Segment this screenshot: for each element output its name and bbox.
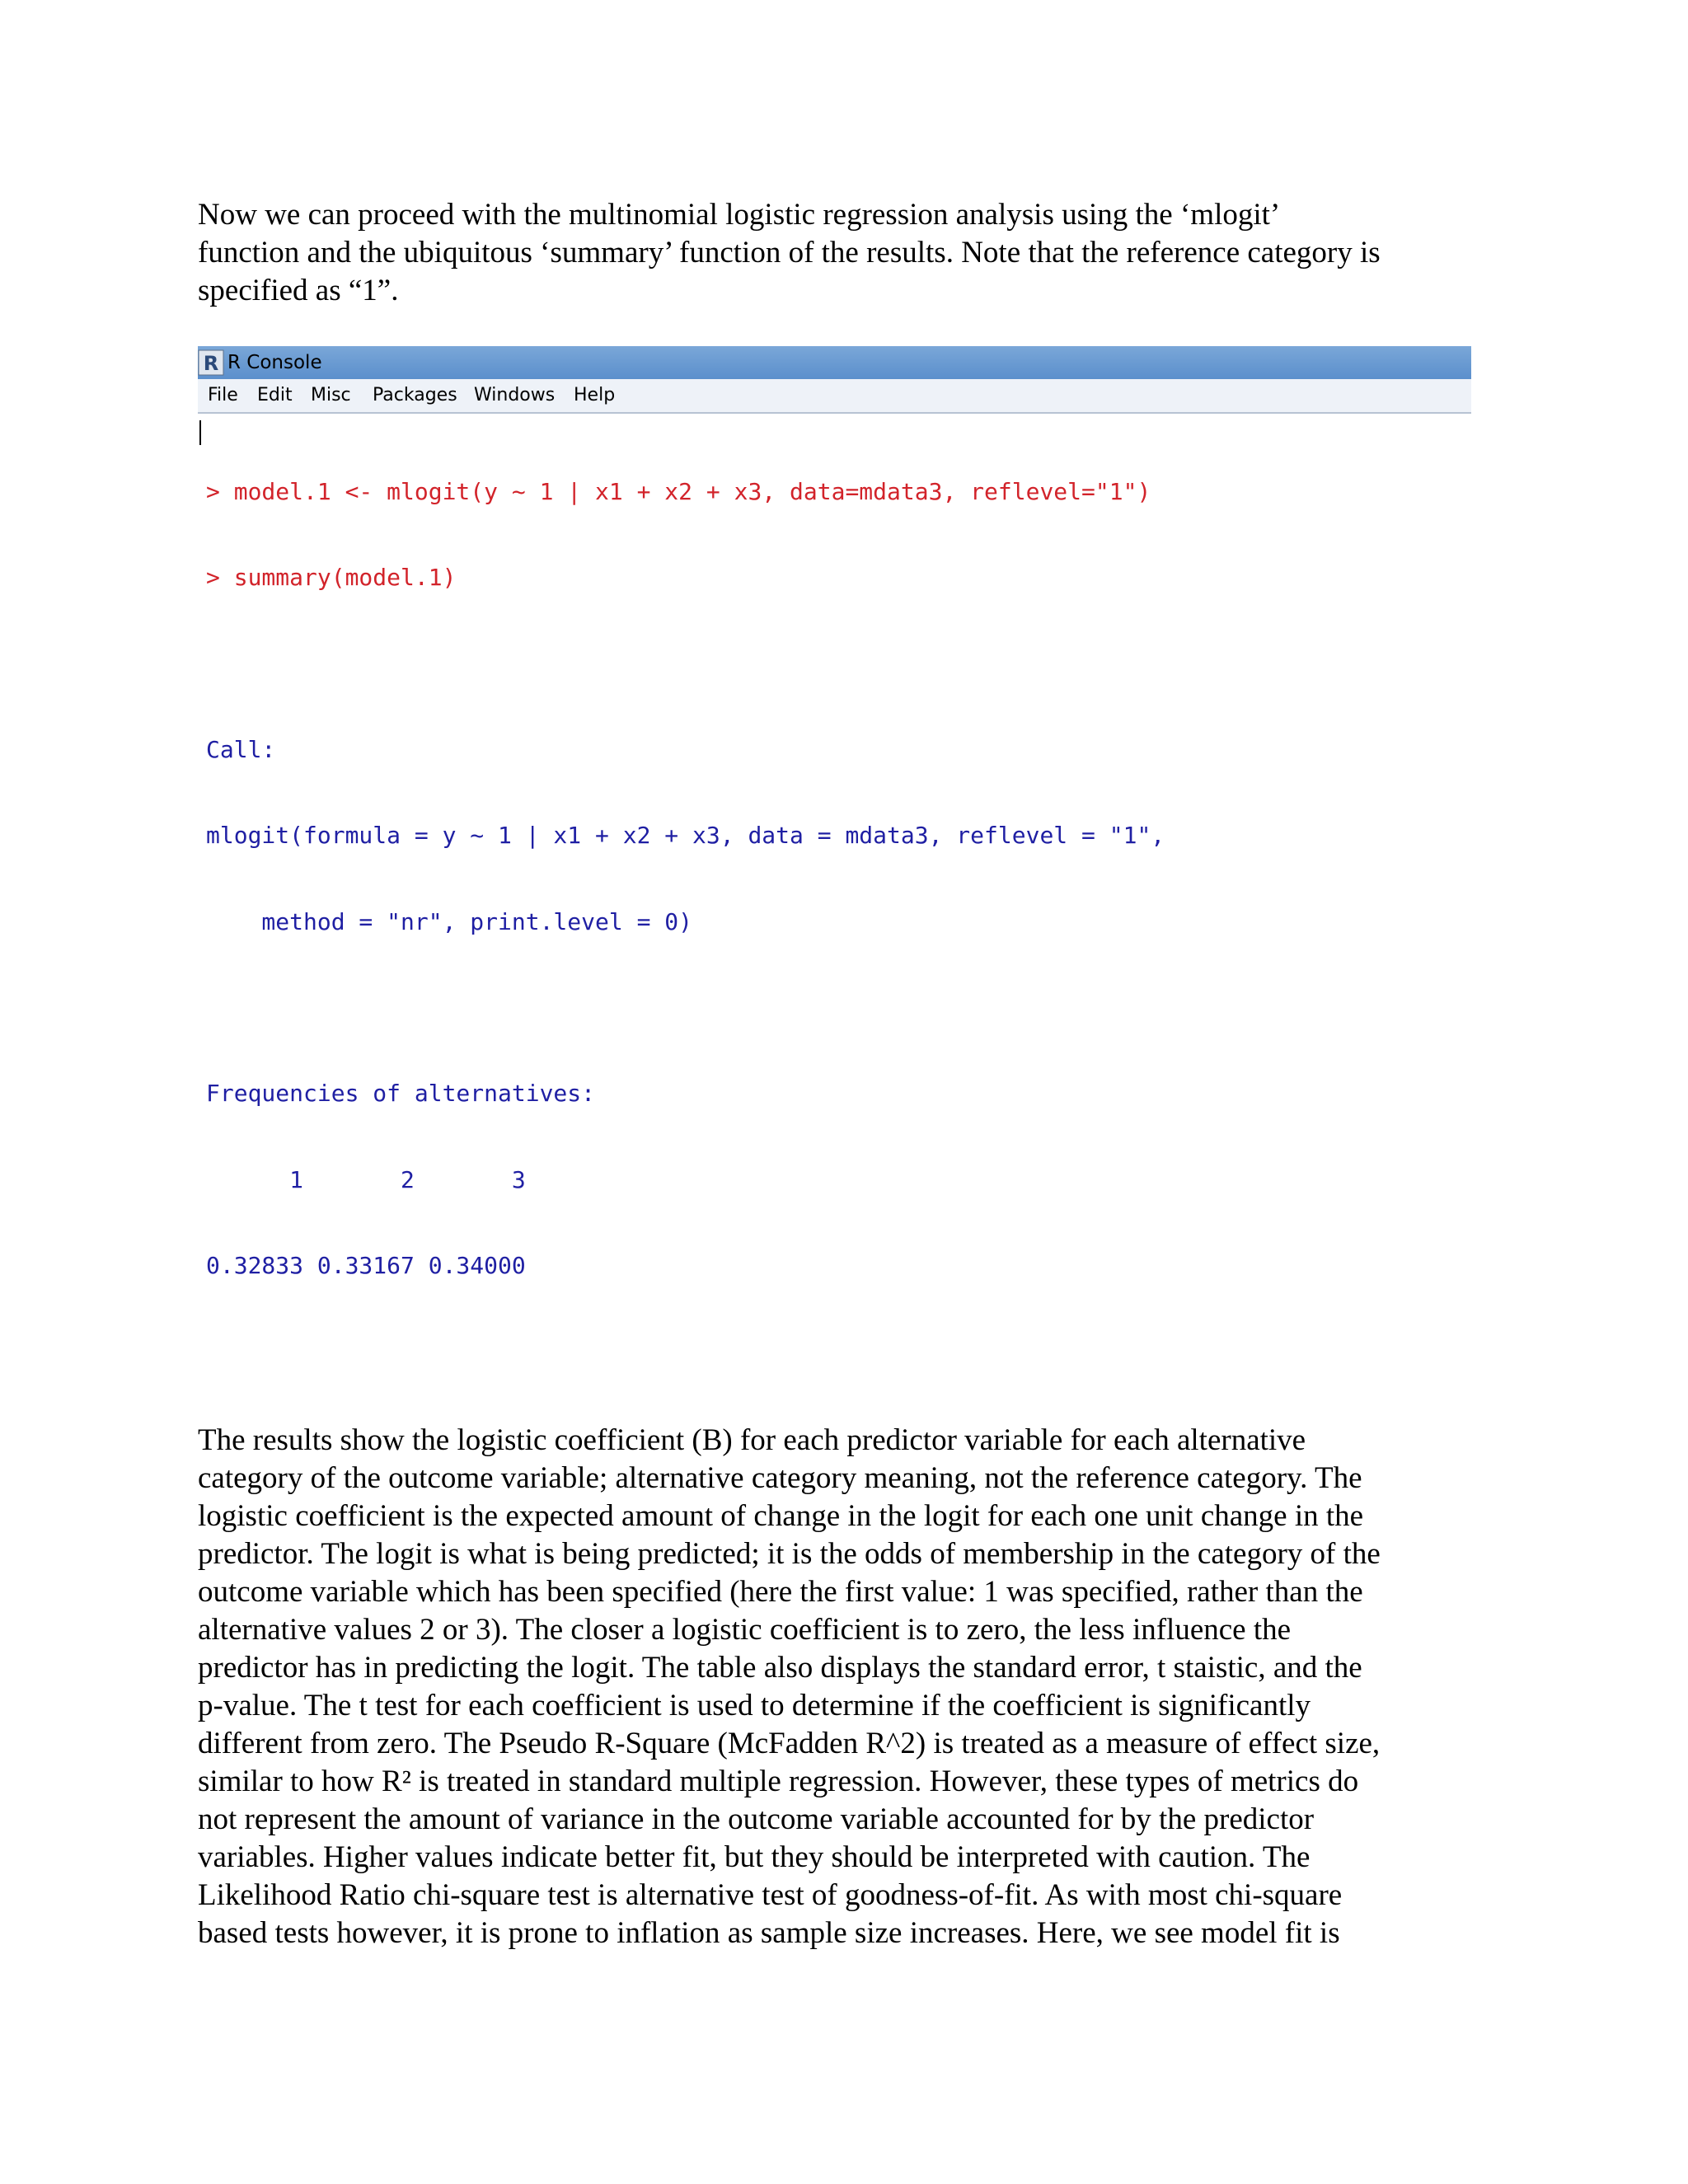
intro-line: function and the ubiquitous ‘summary’ function of the results. Note that the reference category is [198,236,1381,269]
text-caret [199,420,201,445]
menu-windows[interactable]: Windows [474,385,556,405]
body-line: predictor. The logit is what is being predicted; it is the odds of membership in the category of the [198,1537,1381,1571]
body-line: logistic coefficient is the expected amount of change in the logit for each one unit change in the [198,1499,1364,1533]
body-line: outcome variable which has been specified (here the first value: 1 was specified, rather than the [198,1575,1363,1609]
body-line: p-value. The t test for each coefficient is used to determine if the coefficient is significantly [198,1689,1311,1722]
body-line: predictor has in predicting the logit. The table also displays the standard error, t staistic, and the [198,1651,1362,1685]
intro-line: specified as “1”. [198,274,399,307]
body-line: similar to how R² is treated in standard multiple regression. However, these types of metrics do [198,1765,1359,1798]
window-title: R Console [227,352,322,373]
body-paragraph [198,1422,1504,1952]
body-line: The results show the logistic coefficient (B) for each predictor variable for each alternative [198,1423,1306,1457]
console-command: > model.1 <- mlogit(y ~ 1 | x1 + x2 + x3, data=mdata3, reflevel="1") [206,477,1151,505]
blank-line [206,994,1165,1023]
console-output-area[interactable] [198,414,1471,1380]
r-logo-icon [198,349,224,376]
intro-paragraph [198,196,1504,310]
console-command: > summary(model.1) [206,563,457,591]
frequencies-line: 1 2 3 [206,1165,526,1193]
call-line: mlogit(formula = y ~ 1 | x1 + x2 + x3, data = mdata3, reflevel = "1", [206,822,1165,850]
body-line: variables. Higher values indicate better fit, but they should be interpreted with caution. The [198,1840,1311,1874]
body-line: category of the outcome variable; alternative category meaning, not the reference category. The [198,1461,1362,1495]
menu-misc[interactable]: Misc [311,385,351,405]
frequencies-line: 0.32833 0.33167 0.34000 [206,1252,526,1280]
call-line: method = "nr", print.level = 0) [206,907,693,935]
blank-line [206,649,1165,678]
blank-line [206,1338,1165,1367]
console-text [206,420,1165,1380]
menu-bar [198,379,1471,414]
frequencies-header: Frequencies of alternatives: [206,1080,596,1108]
menu-help[interactable]: Help [574,385,616,405]
body-line: not represent the amount of variance in the outcome variable accounted for by the predictor [198,1802,1315,1836]
body-line: based tests however, it is prone to inflation as sample size increases. Here, we see model fit is [198,1916,1340,1950]
body-line: alternative values 2 or 3). The closer a logistic coefficient is to zero, the less influence the [198,1613,1292,1647]
call-header: Call: [206,735,276,763]
body-line: different from zero. The Pseudo R-Square (McFadden R^2) is treated as a measure of effect size, [198,1727,1381,1760]
window-titlebar [198,346,1471,379]
menu-edit[interactable]: Edit [257,385,293,405]
body-line: Likelihood Ratio chi-square test is alternative test of goodness-of-fit. As with most chi-square [198,1878,1343,1912]
menu-file[interactable]: File [208,385,238,405]
r-console-window [198,346,1471,1380]
intro-line: Now we can proceed with the multinomial logistic regression analysis using the ‘mlogit’ [198,198,1281,232]
menu-packages[interactable]: Packages [373,385,457,405]
svg-text:R: R [203,352,219,375]
